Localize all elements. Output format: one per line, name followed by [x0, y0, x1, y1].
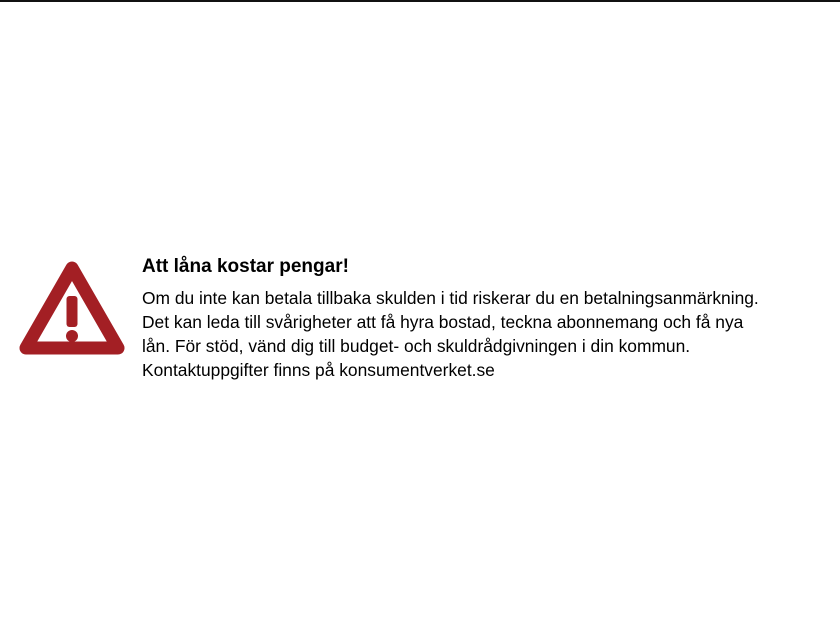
warning-body-line: Det kan leda till svårigheter att få hyra bostad, teckna abonnemang och få nya: [142, 312, 744, 332]
warning-body-line: Om du inte kan betala tillbaka skulden i tid riskerar du en betalningsanmärkning.: [142, 288, 759, 308]
warning-body: [142, 286, 818, 382]
warning-title: Att låna kostar pengar!: [142, 256, 349, 277]
top-border: [0, 0, 840, 2]
warning-triangle-icon: [18, 260, 126, 356]
warning-text-block: [142, 254, 818, 382]
warning-body-line: Kontaktuppgifter finns på konsumentverket.se: [142, 360, 495, 380]
credit-warning-notice: [18, 254, 818, 384]
warning-body-line: lån. För stöd, vänd dig till budget- och skuldrådgivningen i din kommun.: [142, 336, 691, 356]
